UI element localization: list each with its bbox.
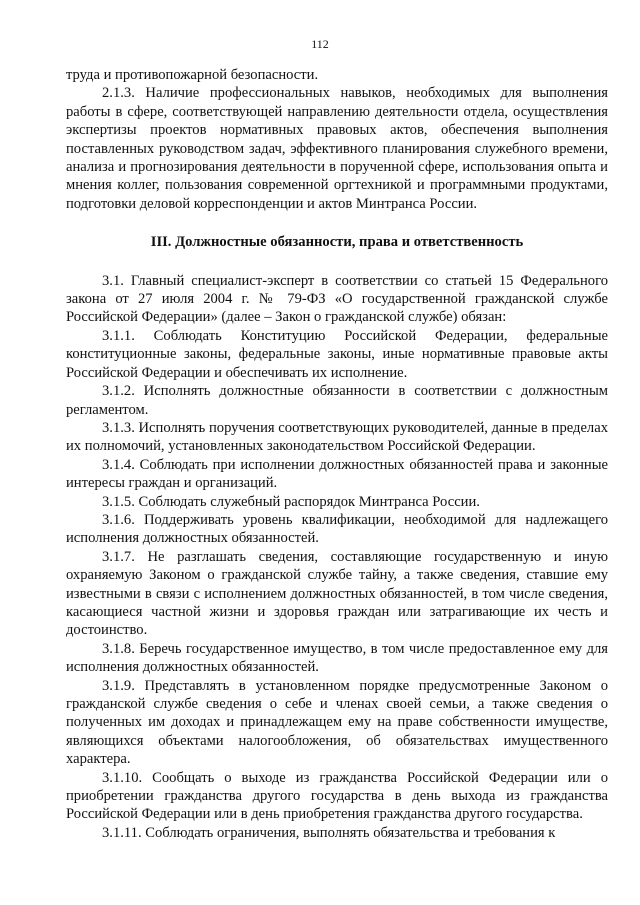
paragraph-3-1-6: 3.1.6. Поддерживать уровень квалификации, необходимой для надлежащего исполнения должностных обязанностей. bbox=[66, 511, 608, 547]
paragraph-3-1-4: 3.1.4. Соблюдать при исполнении должностных обязанностей права и законные интересы граждан и организаций. bbox=[66, 456, 608, 492]
paragraph-3-1-1: 3.1.1. Соблюдать Конституцию Российской Федерации, федеральные конституционные законы, федеральные законы, иные нормативные правовые акты Российской Федерации и обеспечивать их исполнение. bbox=[66, 327, 608, 381]
paragraph-3-1: 3.1. Главный специалист-эксперт в соответствии со статьей 15 Федерального закона от 27 июля 2004 г. № 79-ФЗ «О государственной гражданской службе Российской Федерации» (далее – Закон о гражданской службе) обязан: bbox=[66, 272, 608, 326]
page-number: 112 bbox=[311, 37, 329, 51]
document-body bbox=[66, 66, 608, 842]
section-heading: III. Должностные обязанности, права и ответственность bbox=[150, 234, 524, 251]
paragraph-continuation: труда и противопожарной безопасности. bbox=[66, 67, 319, 83]
paragraph-3-1-10: 3.1.10. Сообщать о выходе из гражданства Российской Федерации или о приобретении гражданства другого государства в день выхода из гражданства Российской Федерации или в день приобретения гражданства другого государства. bbox=[66, 769, 608, 823]
paragraph-3-1-11: 3.1.11. Соблюдать ограничения, выполнять обязательства и требования к bbox=[102, 824, 556, 841]
paragraph-2-1-3: 2.1.3. Наличие профессиональных навыков, необходимых для выполнения работы в сфере, соответствующей направлению деятельности отдела, осуществления экспертизы проектов нормативных правовых актов, обеспечения выполнения поставленных руководством задач, эффективного планирования служебного времени, анализа и прогнозирования деятельности в порученной сфере, использования опыта и мнения коллег, пользования современной оргтехникой и программными продуктами, подготовки деловой корреспонденции и актов Минтранса России. bbox=[66, 85, 608, 212]
paragraph-3-1-2: 3.1.2. Исполнять должностные обязанности в соответствии с должностным регламентом. bbox=[66, 383, 608, 418]
paragraph-3-1-5: 3.1.5. Соблюдать служебный распорядок Минтранса России. bbox=[102, 493, 480, 510]
paragraph-3-1-9: 3.1.9. Представлять в установленном порядке предусмотренные Законом о гражданской службе сведения о себе и членах своей семьи, а также сведения о полученных им доходах и принадлежащем ему на праве собственности имуществе, являющихся объектами налогообложения, об обязательствах имущественного характера. bbox=[66, 677, 608, 768]
paragraph-3-1-7: 3.1.7. Не разглашать сведения, составляющие государственную и иную охраняемую Законом о гражданской службе тайну, а также сведения, ставшие ему известными в связи с исполнением должностных обязанностей, в том числе сведения, касающиеся частной жизни и здоровья граждан или затрагивающие их честь и достоинство. bbox=[66, 548, 608, 639]
paragraph-3-1-3: 3.1.3. Исполнять поручения соответствующих руководителей, данные в пределах их полномочий, установленных законодательством Российской Федерации. bbox=[66, 419, 608, 455]
paragraph-3-1-8: 3.1.8. Беречь государственное имущество, в том числе предоставленное ему для исполнения должностных обязанностей. bbox=[66, 640, 608, 676]
